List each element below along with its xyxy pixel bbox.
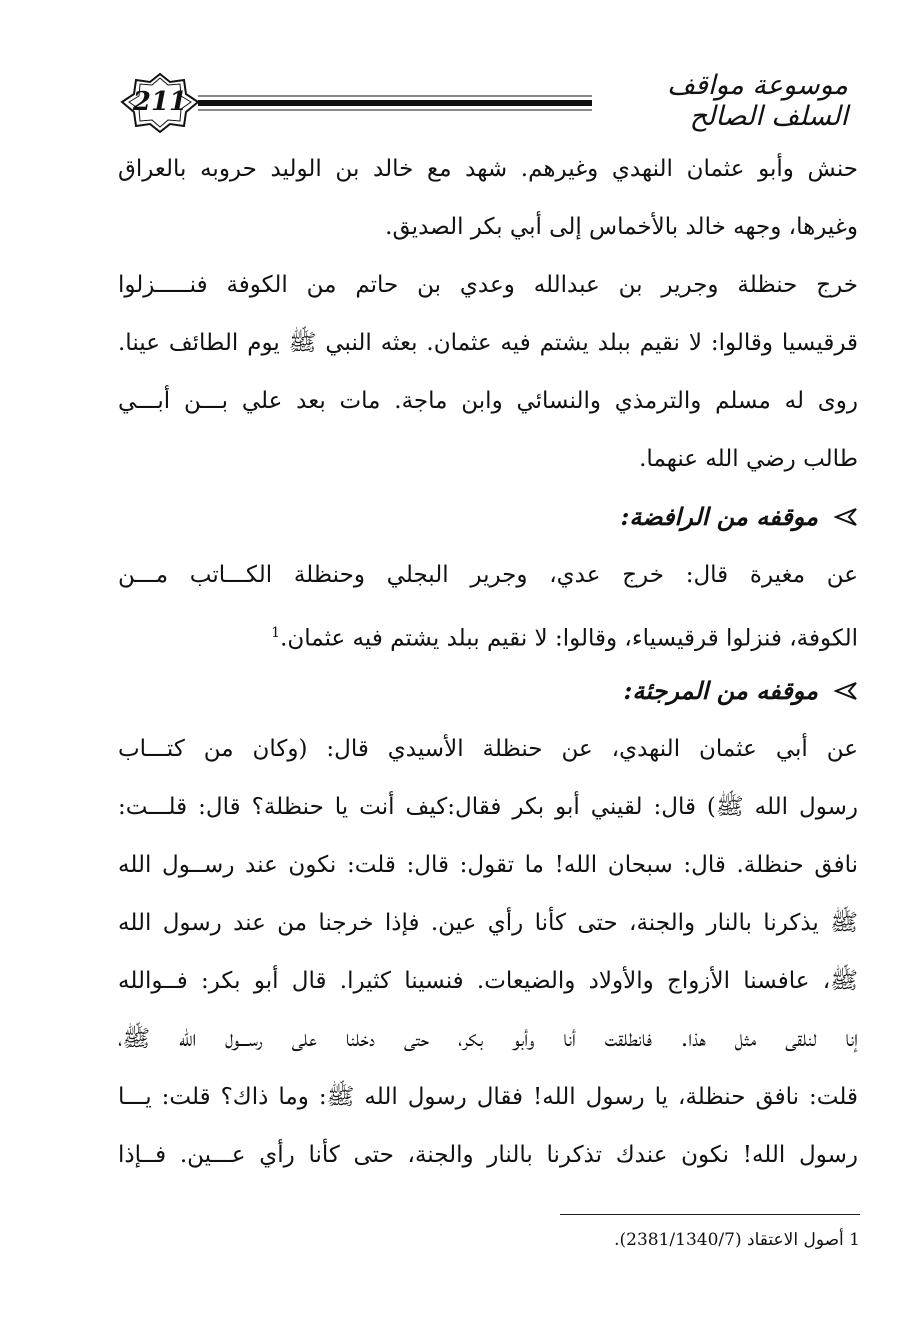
- text-line: قرقيسيا وقالوا: لا نقيم ببلد يشتم فيه عثمان. بعثه النبي ﷺ يوم الطائف عينا.: [118, 330, 858, 356]
- footnote-ref: 1: [271, 625, 281, 641]
- arrow-icon: [832, 680, 858, 702]
- section-heading-murjia: [118, 662, 858, 720]
- text-line-content: الكوفة، فنزلوا قرقيسياء، وقالوا: لا نقيم ببلد يشتم فيه عثمان.: [280, 625, 858, 652]
- text-line: رسول الله ﷺ) قال: لقيني أبو بكر فقال:كيف أنت يا حنظلة؟ قال: قلـــت:: [118, 794, 858, 820]
- text-line: رسول الله! نكون عندك تذكرنا بالنار والجنة، حتى كأنا رأي عـــين. فــإذا: [118, 1142, 858, 1168]
- text-line: حنش وأبو عثمان النهدي وغيرهم. شهد مع خالد بن الوليد حروبه بالعراق: [118, 156, 858, 182]
- section-heading-rafida: [118, 488, 858, 546]
- text-line: وغيرها، وجهه خالد بالأخماس إلى أبي بكر الصديق.: [385, 214, 858, 240]
- text-line: [118, 604, 858, 662]
- text-line: خرج حنظلة وجرير بن عبدالله وعدي بن حاتم من الكوفة فنـــــزلوا: [118, 272, 858, 298]
- heading-text: موقفه من الرافضة:: [620, 502, 818, 531]
- footnote-divider: [560, 1214, 860, 1215]
- footnote: [480, 1226, 860, 1254]
- text-line: ﷺ، عافسنا الأزواج والأولاد والضيعات. فنسينا كثيرا. قال أبو بكر: فــوالله: [118, 968, 858, 994]
- footnote-number: 1: [849, 1230, 860, 1250]
- page-header: [112, 68, 852, 138]
- text-line: نافق حنظلة. قال: سبحان الله! ما تقول: قال: قلت: نكون عند رســول الله: [118, 852, 858, 878]
- heading-text: موقفه من المرجئة:: [623, 676, 818, 705]
- text-line: طالب رضي الله عنهما.: [639, 446, 858, 472]
- text-line: ﷺ يذكرنا بالنار والجنة، حتى كأنا رأي عين. فإذا خرجنا من عند رسول الله: [118, 910, 858, 936]
- running-title: موسوعة مواقف السلف الصالح: [667, 70, 848, 132]
- text-line: إنا لنلقى مثل هذا. فانطلقت أنا وأبو بكر، حتى دخلنا على رســـول الله ﷺ،: [118, 1026, 858, 1052]
- footnote-text: أصول الاعتقاد (2381/1340/7).: [614, 1230, 844, 1250]
- text-line: عن أبي عثمان النهدي، عن حنظلة الأسيدي قال: (وكان من كتـــاب: [118, 736, 858, 762]
- arrow-icon: [832, 506, 858, 528]
- text-line: روى له مسلم والترمذي والنسائي وابن ماجة. مات بعد علي بـــن أبـــي: [118, 388, 858, 414]
- text-line: قلت: نافق حنظلة، يا رسول الله! فقال رسول الله ﷺ: وما ذاك؟ قلت: يـــا: [118, 1084, 858, 1110]
- text-line: عن مغيرة قال: خرج عدي، وجرير البجلي وحنظلة الكـــاتب مـــن: [118, 562, 858, 588]
- page-number: 211: [132, 87, 188, 117]
- main-text: [118, 140, 858, 1184]
